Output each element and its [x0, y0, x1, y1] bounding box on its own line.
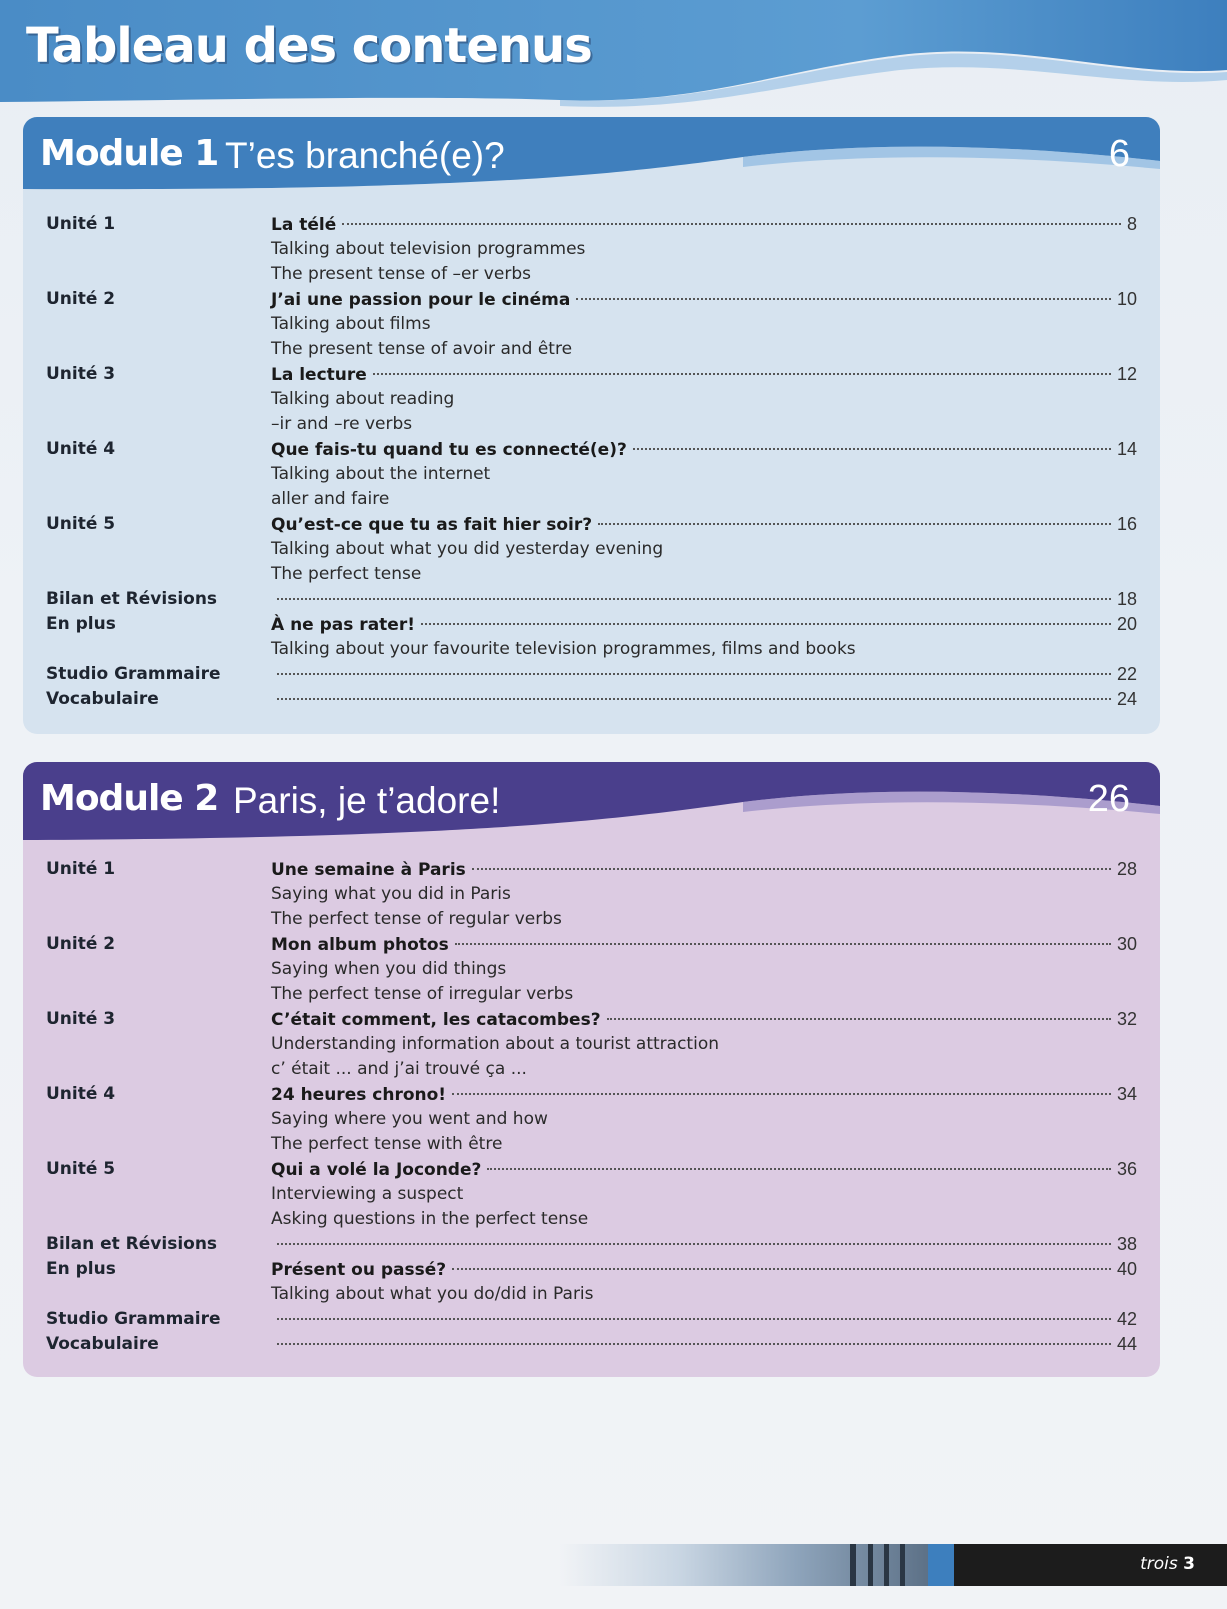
unit-title: Qui a volé la Joconde?	[271, 1160, 482, 1180]
leader-dots	[277, 1343, 1111, 1345]
module-2-name: Paris, je t’adore!	[233, 780, 501, 821]
leader-dots	[452, 1093, 1111, 1095]
toc-row	[23, 1082, 1160, 1157]
toc-row	[23, 1257, 1160, 1307]
unit-grammar: The perfect tense of irregular verbs	[271, 984, 574, 1004]
footer-blue-block	[928, 1544, 954, 1586]
unit-topic: Talking about films	[271, 314, 431, 334]
unit-topic: Interviewing a suspect	[271, 1184, 464, 1204]
page-number: 38	[1116, 1234, 1137, 1254]
unit-topic: Saying what you did in Paris	[271, 884, 511, 904]
leader-dots	[576, 298, 1111, 300]
unit-topic: Talking about television programmes	[271, 239, 586, 259]
unit-title: La télé	[271, 215, 337, 235]
unit-label: Studio Grammaire	[46, 664, 221, 684]
toc-row	[23, 612, 1160, 662]
unit-label: En plus	[46, 614, 116, 634]
unit-label: Bilan et Révisions	[46, 589, 218, 609]
unit-topic: Understanding information about a tourist attraction	[271, 1034, 719, 1054]
unit-grammar: Asking questions in the perfect tense	[271, 1209, 589, 1229]
module-1-header	[23, 117, 1160, 209]
leader-dots	[452, 1268, 1111, 1270]
toc-row	[23, 1007, 1160, 1082]
unit-title: 24 heures chrono!	[271, 1085, 447, 1105]
toc-row	[23, 287, 1160, 362]
toc-row	[23, 1307, 1160, 1332]
toc-row	[23, 1332, 1160, 1357]
leader-dots	[277, 1318, 1111, 1320]
unit-topic: Talking about what you did yesterday evening	[271, 539, 664, 559]
module-2-label: Module 2	[40, 778, 219, 819]
page-number: 44	[1116, 1334, 1137, 1354]
leader-dots	[277, 698, 1111, 700]
unit-grammar: aller and faire	[271, 489, 390, 509]
page-banner	[0, 0, 1227, 112]
unit-title: Une semaine à Paris	[271, 860, 466, 880]
unit-title: Qu’est-ce que tu as fait hier soir?	[271, 515, 593, 535]
page-number: 34	[1116, 1084, 1137, 1104]
toc-row	[23, 437, 1160, 512]
unit-title: J’ai une passion pour le cinéma	[271, 290, 571, 310]
unit-label: Unité 4	[46, 439, 116, 459]
unit-topic: Saying when you did things	[271, 959, 507, 979]
unit-grammar: The perfect tense with être	[271, 1134, 503, 1154]
footer-bar-mark	[868, 1544, 873, 1586]
page-number-digit: 3	[1183, 1554, 1195, 1574]
page-number: 40	[1116, 1259, 1137, 1279]
unit-grammar: The perfect tense of regular verbs	[271, 909, 562, 929]
page-number: 8	[1126, 214, 1137, 234]
unit-topic: Talking about reading	[271, 389, 455, 409]
unit-topic: Talking about the internet	[271, 464, 491, 484]
leader-dots	[277, 598, 1111, 600]
leader-dots	[598, 523, 1111, 525]
unit-title: Présent ou passé?	[271, 1260, 447, 1280]
module-2-contents	[23, 857, 1160, 1357]
leader-dots	[373, 373, 1111, 375]
unit-grammar: c’ était ... and j’ai trouvé ça ...	[271, 1059, 527, 1079]
unit-label: Unité 1	[46, 859, 116, 879]
leader-dots	[421, 623, 1111, 625]
unit-label: Vocabulaire	[46, 1334, 159, 1354]
module-2-header	[23, 762, 1160, 854]
page-number: 24	[1116, 689, 1137, 709]
page-number: 32	[1116, 1009, 1137, 1029]
module-1-contents	[23, 212, 1160, 712]
leader-dots	[277, 673, 1111, 675]
module-1-label: Module 1	[40, 133, 219, 174]
unit-label: Bilan et Révisions	[46, 1234, 218, 1254]
module-1-page-number: 6	[1108, 133, 1130, 175]
page-number: 10	[1116, 289, 1137, 309]
unit-label: Unité 3	[46, 1009, 116, 1029]
toc-row	[23, 587, 1160, 612]
unit-label: Unité 2	[46, 934, 116, 954]
toc-row	[23, 932, 1160, 1007]
toc-row	[23, 362, 1160, 437]
toc-row	[23, 1232, 1160, 1257]
unit-label: Unité 1	[46, 214, 116, 234]
unit-topic: Saying where you went and how	[271, 1109, 548, 1129]
unit-label: Unité 5	[46, 1159, 116, 1179]
toc-row	[23, 212, 1160, 287]
leader-dots	[342, 223, 1121, 225]
unit-title: À ne pas rater!	[271, 615, 415, 635]
page-title: Tableau des contenus	[26, 18, 592, 74]
unit-label: Unité 3	[46, 364, 116, 384]
page-number: 12	[1116, 364, 1137, 384]
unit-label: Vocabulaire	[46, 689, 159, 709]
unit-grammar: –ir and –re verbs	[271, 414, 413, 434]
page-number-word: trois	[1140, 1554, 1178, 1574]
toc-row	[23, 662, 1160, 687]
unit-grammar: The perfect tense	[271, 564, 422, 584]
page-number: 20	[1116, 614, 1137, 634]
toc-row	[23, 1157, 1160, 1232]
leader-dots	[277, 1243, 1111, 1245]
page-number: 18	[1116, 589, 1137, 609]
footer-gradient-stripe	[560, 1544, 954, 1586]
footer-bar-mark	[884, 1544, 889, 1586]
unit-label: Studio Grammaire	[46, 1309, 221, 1329]
module-1-panel	[23, 117, 1160, 734]
toc-row	[23, 687, 1160, 712]
unit-title: Mon album photos	[271, 935, 449, 955]
page-number-footer	[1140, 1554, 1195, 1574]
module-1-name: T’es branché(e)?	[225, 135, 505, 176]
unit-title: La lecture	[271, 365, 367, 385]
unit-label: En plus	[46, 1259, 116, 1279]
unit-title: Que fais-tu quand tu es connecté(e)?	[271, 440, 627, 460]
unit-label: Unité 5	[46, 514, 116, 534]
unit-topic: Talking about what you do/did in Paris	[271, 1284, 594, 1304]
leader-dots	[455, 943, 1111, 945]
page-number: 28	[1116, 859, 1137, 879]
leader-dots	[633, 448, 1111, 450]
page-number: 30	[1116, 934, 1137, 954]
leader-dots	[472, 868, 1111, 870]
toc-row	[23, 857, 1160, 932]
footer-bar-mark	[850, 1544, 856, 1586]
unit-topic: Talking about your favourite television programmes, films and books	[271, 639, 856, 659]
unit-label: Unité 2	[46, 289, 116, 309]
unit-title: C’était comment, les catacombes?	[271, 1010, 601, 1030]
page-number: 22	[1116, 664, 1137, 684]
module-2-panel	[23, 762, 1160, 1377]
page-footer	[0, 1544, 1227, 1586]
page-number: 42	[1116, 1309, 1137, 1329]
page-number: 36	[1116, 1159, 1137, 1179]
page-number: 16	[1116, 514, 1137, 534]
footer-bar-mark	[900, 1544, 905, 1586]
leader-dots	[487, 1168, 1111, 1170]
module-2-page-number: 26	[1087, 778, 1130, 820]
footer-page-tab	[954, 1544, 1227, 1586]
unit-grammar: The present tense of avoir and être	[271, 339, 573, 359]
unit-label: Unité 4	[46, 1084, 116, 1104]
unit-grammar: The present tense of –er verbs	[271, 264, 531, 284]
page-number: 14	[1116, 439, 1137, 459]
toc-row	[23, 512, 1160, 587]
leader-dots	[607, 1018, 1111, 1020]
